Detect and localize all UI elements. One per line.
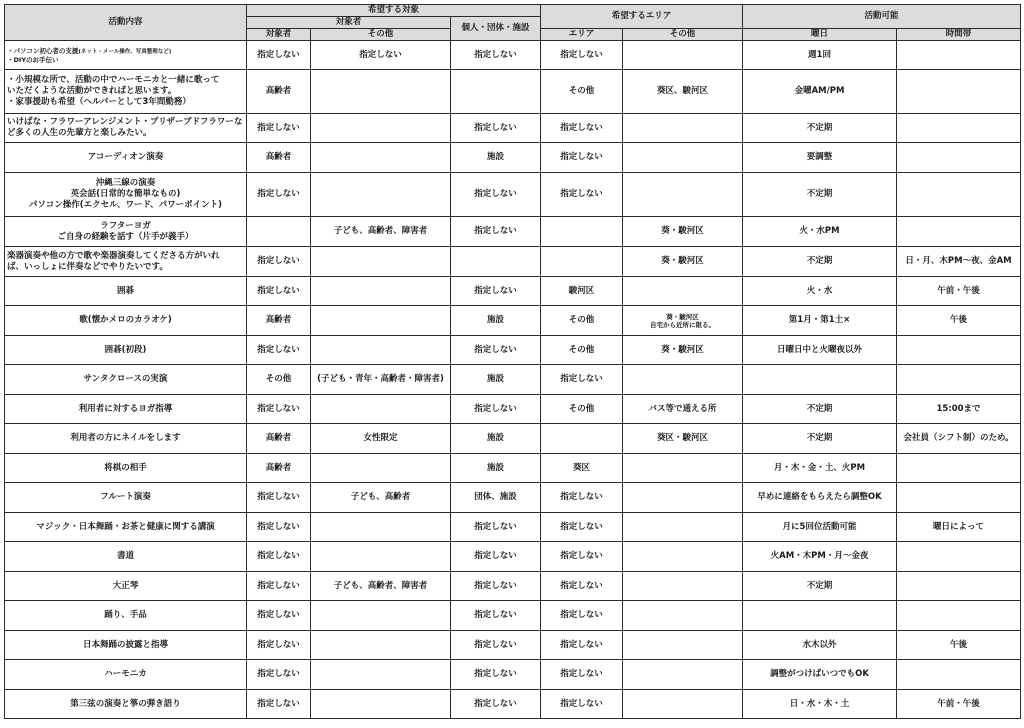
place-cell: 指定しない [451, 690, 541, 719]
target-cell: 高齢者 [247, 454, 311, 483]
time-cell [897, 143, 1021, 173]
area-cell: 指定しない [541, 483, 623, 513]
place-cell: 指定しない [451, 513, 541, 542]
activity-line: いただくような活動ができればと思います。 [7, 86, 177, 96]
header-area: エリア [541, 29, 623, 41]
time-cell: 15:00まで [897, 395, 1021, 424]
area-cell: 指定しない [541, 601, 623, 631]
area-other-cell: 葵・駿河区 [623, 217, 743, 247]
day-cell: 日曜日中と火曜夜以外 [743, 336, 897, 365]
place-cell [451, 247, 541, 277]
target-cell: 指定しない [247, 336, 311, 365]
area-other-cell [623, 601, 743, 631]
table-row [5, 41, 1021, 70]
table-row [5, 601, 1021, 631]
activity-cell [5, 173, 247, 217]
target-other-cell [311, 542, 451, 572]
area-cell [541, 424, 623, 454]
activity-cell: 利用者の方にネイルをします [5, 424, 247, 454]
area-cell: 駿河区 [541, 277, 623, 306]
target-other-cell [311, 631, 451, 660]
activity-cell: 踊り、手品 [5, 601, 247, 631]
activity-cell: 書道 [5, 542, 247, 572]
target-other-cell [311, 660, 451, 690]
table-row [5, 542, 1021, 572]
area-other-line: 自宅から近所に限る。 [650, 320, 715, 329]
target-cell: 高齢者 [247, 143, 311, 173]
activity-cell: サンタクロースの実演 [5, 365, 247, 395]
time-cell [897, 454, 1021, 483]
area-other-cell: 葵・駿河区 [623, 336, 743, 365]
place-cell: 指定しない [451, 217, 541, 247]
activity-line: パソコン操作(エクセル、ワード、パワーポイント) [28, 200, 223, 210]
day-cell: 水木以外 [743, 631, 897, 660]
day-cell: 不定期 [743, 572, 897, 601]
time-cell: 会社員（シフト制）のため。 [897, 424, 1021, 454]
header-row-1 [5, 5, 1021, 17]
target-cell: 高齢者 [247, 424, 311, 454]
activity-cell [5, 70, 247, 114]
time-cell [897, 601, 1021, 631]
header-target-group: 対象者 [247, 17, 451, 29]
target-other-cell [311, 247, 451, 277]
activity-cell: 大正琴 [5, 572, 247, 601]
target-other-cell: 指定しない [311, 41, 451, 70]
target-other-cell [311, 395, 451, 424]
table-row [5, 572, 1021, 601]
area-other-cell [623, 41, 743, 70]
activity-cell: 将棋の相手 [5, 454, 247, 483]
place-cell: 施設 [451, 143, 541, 173]
area-cell: 指定しない [541, 173, 623, 217]
place-cell: 指定しない [451, 542, 541, 572]
activity-cell: 利用者に対するヨガ指導 [5, 395, 247, 424]
target-cell: 指定しない [247, 660, 311, 690]
area-other-cell: 葵区・駿河区 [623, 424, 743, 454]
area-other-cell [623, 365, 743, 395]
area-cell: 指定しない [541, 660, 623, 690]
target-cell: 指定しない [247, 542, 311, 572]
table-row [5, 114, 1021, 143]
target-other-cell: 子ども、高齢者、障害者 [311, 572, 451, 601]
area-other-cell [623, 690, 743, 719]
day-cell: 火・水PM [743, 217, 897, 247]
activity-cell: フルート演奏 [5, 483, 247, 513]
table-row [5, 424, 1021, 454]
activity-line: 楽器演奏や他の方で歌や楽器演奏してくださる方がいれ [7, 250, 220, 261]
area-cell: その他 [541, 395, 623, 424]
target-cell [247, 217, 311, 247]
volunteer-activity-sheet [4, 4, 1021, 719]
time-cell [897, 41, 1021, 70]
activity-line: ・パソコン初心者の支援 [7, 46, 79, 55]
area-other-cell [623, 454, 743, 483]
activity-line: ・家事援助も希望（ヘルパーとして3年間勤務） [7, 97, 191, 107]
header-target-person: 対象者 [247, 29, 311, 41]
area-cell: 葵区 [541, 454, 623, 483]
place-cell: 指定しない [451, 41, 541, 70]
day-cell: 火・水 [743, 277, 897, 306]
place-cell: 指定しない [451, 114, 541, 143]
target-other-cell: 子ども、高齢者、障害者 [311, 217, 451, 247]
table-row [5, 173, 1021, 217]
area-cell [541, 247, 623, 277]
target-cell: 指定しない [247, 173, 311, 217]
area-other-cell: 葵・駿河区 [623, 247, 743, 277]
time-cell [897, 365, 1021, 395]
table-row [5, 247, 1021, 277]
place-cell: 指定しない [451, 277, 541, 306]
place-cell: 施設 [451, 424, 541, 454]
target-other-cell [311, 601, 451, 631]
area-other-cell [623, 513, 743, 542]
area-other-cell [623, 277, 743, 306]
time-cell [897, 70, 1021, 114]
target-cell: 指定しない [247, 395, 311, 424]
place-cell [451, 70, 541, 114]
time-cell: 午前・午後 [897, 277, 1021, 306]
activity-line: ・小規模な所で、活動の中でハーモニカと一緒に歌って [7, 75, 220, 85]
table-row [5, 365, 1021, 395]
area-cell: その他 [541, 336, 623, 365]
time-cell [897, 542, 1021, 572]
time-cell [897, 483, 1021, 513]
time-cell [897, 173, 1021, 217]
activity-line: ど多くの人生の先輩方と楽しみたい。 [7, 128, 152, 138]
table-row [5, 660, 1021, 690]
place-cell: 指定しない [451, 395, 541, 424]
day-cell: 不定期 [743, 247, 897, 277]
place-cell: 施設 [451, 365, 541, 395]
time-cell [897, 660, 1021, 690]
target-other-cell [311, 114, 451, 143]
header-target-other: その他 [311, 29, 451, 41]
activity-table [4, 4, 1021, 719]
activity-cell: 第三弦の演奏と箏の弾き語り [5, 690, 247, 719]
place-cell: 指定しない [451, 173, 541, 217]
target-cell: 指定しない [247, 114, 311, 143]
area-cell: 指定しない [541, 631, 623, 660]
place-cell: 指定しない [451, 572, 541, 601]
area-other-cell: バス等で通える所 [623, 395, 743, 424]
target-cell: 高齢者 [247, 306, 311, 336]
time-cell [897, 114, 1021, 143]
table-row [5, 483, 1021, 513]
area-cell: 指定しない [541, 513, 623, 542]
target-other-cell [311, 690, 451, 719]
day-cell: 不定期 [743, 424, 897, 454]
target-other-cell: 女性限定 [311, 424, 451, 454]
table-row [5, 143, 1021, 173]
target-cell: 指定しない [247, 631, 311, 660]
day-cell: 月に5回位活動可能 [743, 513, 897, 542]
area-cell: 指定しない [541, 690, 623, 719]
activity-cell: 日本舞踊の披露と指導 [5, 631, 247, 660]
area-other-cell [623, 542, 743, 572]
place-cell: 団体、施設 [451, 483, 541, 513]
area-cell: 指定しない [541, 572, 623, 601]
activity-cell: マジック・日本舞踊・お茶と健康に関する講演 [5, 513, 247, 542]
activity-line: 英会話(日常的な簡単なもの) [70, 189, 181, 199]
target-other-cell [311, 173, 451, 217]
activity-line: ラフターヨガ [100, 220, 151, 231]
target-cell: 高齢者 [247, 70, 311, 114]
target-cell: 指定しない [247, 41, 311, 70]
time-cell [897, 336, 1021, 365]
table-row [5, 631, 1021, 660]
target-other-cell [311, 143, 451, 173]
day-cell: 早めに連絡をもらえたら調整OK [743, 483, 897, 513]
day-cell: 不定期 [743, 114, 897, 143]
table-row [5, 217, 1021, 247]
day-cell: 要調整 [743, 143, 897, 173]
area-cell: 指定しない [541, 365, 623, 395]
day-cell: 月・木・金・土、火PM [743, 454, 897, 483]
activity-line: ・DIYのお手伝い [7, 55, 59, 64]
table-row [5, 70, 1021, 114]
table-row [5, 690, 1021, 719]
target-other-cell [311, 306, 451, 336]
day-cell [743, 601, 897, 631]
table-row [5, 395, 1021, 424]
activity-cell: ハーモニカ [5, 660, 247, 690]
day-cell: 日・水・木・土 [743, 690, 897, 719]
target-cell: 指定しない [247, 572, 311, 601]
target-cell: 指定しない [247, 277, 311, 306]
target-other-cell [311, 277, 451, 306]
activity-cell [5, 114, 247, 143]
area-cell [541, 217, 623, 247]
day-cell: 不定期 [743, 173, 897, 217]
place-cell: 指定しない [451, 601, 541, 631]
table-row [5, 454, 1021, 483]
area-cell: 指定しない [541, 41, 623, 70]
target-cell: 指定しない [247, 513, 311, 542]
time-cell: 日・月、木PM～夜、金AM [897, 247, 1021, 277]
time-cell: 午後 [897, 306, 1021, 336]
header-time: 時間帯 [897, 29, 1021, 41]
header-place-type: 個人・団体・施設 [451, 17, 541, 41]
time-cell: 午前・午後 [897, 690, 1021, 719]
area-other-cell [623, 631, 743, 660]
area-other-cell [623, 173, 743, 217]
area-cell: 指定しない [541, 143, 623, 173]
activity-cell [5, 41, 247, 70]
activity-line: ご自身の経験を話す（片手が義手） [57, 231, 194, 242]
area-other-cell [623, 660, 743, 690]
target-other-cell: 子ども、高齢者 [311, 483, 451, 513]
activity-cell [5, 217, 247, 247]
day-cell: 金曜AM/PM [743, 70, 897, 114]
area-cell: その他 [541, 70, 623, 114]
target-cell: 指定しない [247, 601, 311, 631]
day-cell [743, 365, 897, 395]
time-cell: 午後 [897, 631, 1021, 660]
area-other-line: 葵・駿河区 [666, 312, 699, 321]
header-day: 曜日 [743, 29, 897, 41]
day-cell: 不定期 [743, 395, 897, 424]
area-other-cell [623, 572, 743, 601]
table-row [5, 306, 1021, 336]
day-cell: 第1月・第1土× [743, 306, 897, 336]
target-other-cell: (子ども・青年・高齢者・障害者) [311, 365, 451, 395]
target-cell: その他 [247, 365, 311, 395]
area-other-cell [623, 306, 743, 336]
target-cell: 指定しない [247, 247, 311, 277]
activity-line: ば、いっしょに伴奏などでやりたいです。 [7, 261, 168, 272]
activity-cell: アコーディオン演奏 [5, 143, 247, 173]
activity-cell: 歌(懐かメロのカラオケ) [5, 306, 247, 336]
target-other-cell [311, 454, 451, 483]
time-cell: 曜日によって [897, 513, 1021, 542]
header-area-other: その他 [623, 29, 743, 41]
day-cell: 調整がつけばいつでもOK [743, 660, 897, 690]
target-other-cell [311, 70, 451, 114]
target-cell: 指定しない [247, 483, 311, 513]
day-cell: 火AM・木PM・月～金夜 [743, 542, 897, 572]
time-cell [897, 217, 1021, 247]
place-cell: 施設 [451, 454, 541, 483]
area-other-cell [623, 114, 743, 143]
place-cell: 指定しない [451, 631, 541, 660]
target-other-cell [311, 513, 451, 542]
activity-note: (ネット・メール操作、写真整理など) [78, 48, 172, 55]
table-row [5, 277, 1021, 306]
header-availability: 活動可能 [743, 5, 1021, 29]
area-cell: 指定しない [541, 114, 623, 143]
header-activity: 活動内容 [5, 5, 247, 41]
target-other-cell [311, 336, 451, 365]
header-desired-target: 希望する対象 [247, 5, 541, 17]
table-row [5, 513, 1021, 542]
table-row [5, 336, 1021, 365]
activity-cell: 囲碁 [5, 277, 247, 306]
target-cell: 指定しない [247, 690, 311, 719]
activity-cell [5, 247, 247, 277]
place-cell: 指定しない [451, 336, 541, 365]
activity-line: 沖縄三線の演奏 [95, 178, 156, 188]
place-cell: 施設 [451, 306, 541, 336]
time-cell [897, 572, 1021, 601]
area-cell: 指定しない [541, 542, 623, 572]
place-cell: 指定しない [451, 660, 541, 690]
area-other-cell: 葵区、駿河区 [623, 70, 743, 114]
activity-cell: 囲碁(初段) [5, 336, 247, 365]
area-cell: その他 [541, 306, 623, 336]
activity-line: いけばな・フラワーアレンジメント・プリザーブドフラワーな [7, 117, 243, 127]
header-desired-area: 希望するエリア [541, 5, 743, 29]
area-other-cell [623, 143, 743, 173]
area-other-cell [623, 483, 743, 513]
day-cell: 週1回 [743, 41, 897, 70]
